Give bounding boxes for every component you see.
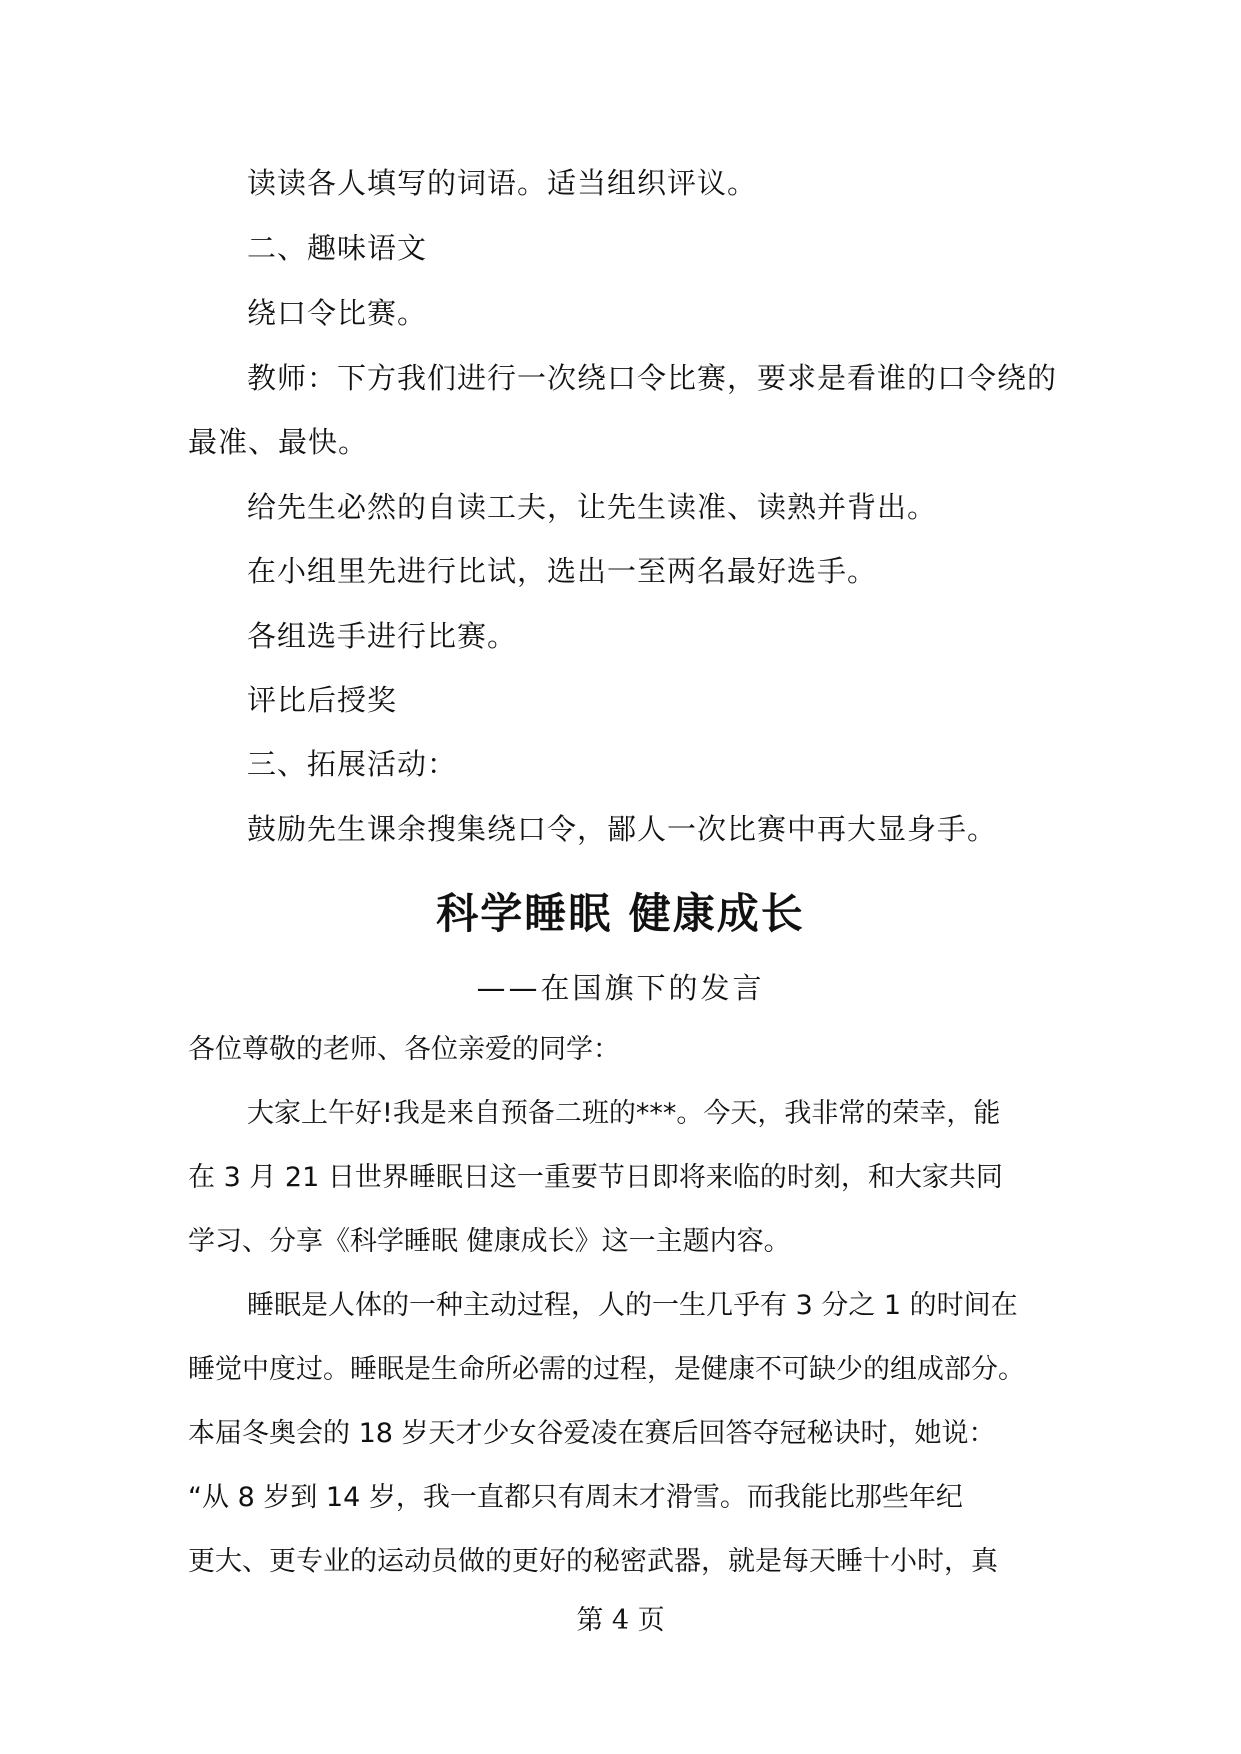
paragraph-line: 最准、最快。 bbox=[188, 425, 369, 459]
paragraph-line: 在小组里先进行比试，选出一至两名最好选手。 bbox=[247, 554, 878, 588]
paragraph-line: 各组选手进行比赛。 bbox=[247, 619, 518, 653]
salutation: 各位尊敬的老师、各位亲爱的同学： bbox=[188, 1034, 620, 1065]
section-heading-extension: 三、拓展活动： bbox=[247, 747, 458, 781]
paragraph-line: 在 3 月 21 日世界睡眠日这一重要节日即将来临的时刻，和大家共同 bbox=[188, 1162, 1003, 1193]
paragraph-line: 教师：下方我们进行一次绕口令比赛，要求是看谁的口令绕的 bbox=[247, 361, 1058, 395]
paragraph-line: “从 8 岁到 14 岁，我一直都只有周末才滑雪。而我能比那些年纪 bbox=[188, 1482, 963, 1513]
speech-subtitle: ——在国旗下的发言 bbox=[476, 971, 765, 1005]
paragraph-line: 睡眠是人体的一种主动过程，人的一生几乎有 3 分之 1 的时间在 bbox=[247, 1290, 1018, 1321]
section-heading-fun-chinese: 二、趣味语文 bbox=[247, 231, 428, 265]
paragraph-line: 鼓励先生课余搜集绕口令，鄙人一次比赛中再大显身手。 bbox=[247, 812, 998, 846]
paragraph-line: 绕口令比赛。 bbox=[247, 296, 428, 330]
paragraph-line: 读读各人填写的词语。适当组织评议。 bbox=[247, 166, 758, 200]
paragraph-line: 大家上午好!我是来自预备二班的***。今天，我非常的荣幸，能 bbox=[247, 1098, 1001, 1129]
paragraph-line: 给先生必然的自读工夫，让先生读准、读熟并背出。 bbox=[247, 490, 938, 524]
paragraph-line: 更大、更专业的运动员做的更好的秘密武器，就是每天睡十小时，真 bbox=[188, 1546, 998, 1577]
paragraph-line: 睡觉中度过。睡眠是生命所必需的过程，是健康不可缺少的组成部分。 bbox=[188, 1354, 1025, 1385]
paragraph-line: 评比后授奖 bbox=[247, 683, 398, 717]
page-number: 第 4 页 bbox=[576, 1605, 665, 1636]
paragraph-line: 学习、分享《科学睡眠 健康成长》这一主题内容。 bbox=[188, 1226, 791, 1257]
speech-title: 科学睡眠 健康成长 bbox=[436, 889, 805, 938]
paragraph-line: 本届冬奥会的 18 岁天才少女谷爱凌在赛后回答夺冠秘诀时，她说： bbox=[188, 1418, 996, 1449]
